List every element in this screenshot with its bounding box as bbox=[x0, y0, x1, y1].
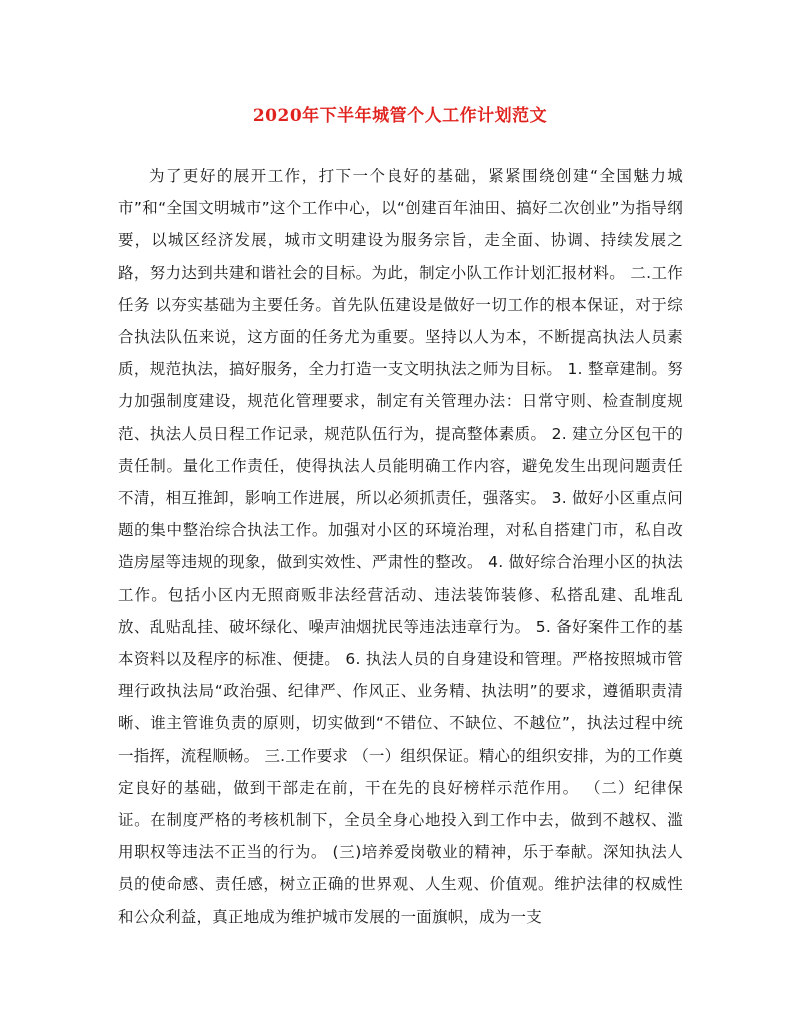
document-body-paragraph: 为了更好的展开工作，打下一个良好的基础，紧紧围绕创建“全国魅力城市”和“全国文明城市”这个工作中心，以“创建百年油田、搞好二次创业”为指导纲要，以城区经济发展，城市文明建设为服务宗旨，走全面、协调、持续发展之路，努力达到共建和谐社会的目标。为此，制定小队工作计划汇报材料。 二.工作任务 以夯实基础为主要任务。首先队伍建设是做好一切工作的根本保证，对于综合执法队伍来说，这方面的任务尤为重要。坚持以人为本，不断提高执法人员素质，规范执法，搞好服务，全力打造一支文明执法之师为目标。 1. 整章建制。努力加强制度建设，规范化管理要求，制定有关管理办法：日常守则、检查制度规范、执法人员日程工作记录，规范队伍行为，提高整体素质。 2. 建立分区包干的责任制。量化工作责任，使得执法人员能明确工作内容，避免发生出现问题责任不清，相互推卸，影响工作进展，所以必须抓责任，强落实。 3. 做好小区重点问题的集中整治综合执法工作。加强对小区的环境治理，对私自搭建门市，私自改造房屋等违规的现象，做到实效性、严肃性的整改。 4. 做好综合治理小区的执法工作。包括小区内无照商贩非法经营活动、违法装饰装修、私搭乱建、乱堆乱放、乱贴乱挂、破坏绿化、噪声油烟扰民等违法违章行为。 5. 备好案件工作的基本资料以及程序的标准、便捷。 6. 执法人员的自身建设和管理。严格按照城市管理行政执法局“政治强、纪律严、作风正、业务精、执法明”的要求，遵循职责清晰、谁主管谁负责的原则，切实做到“不错位、不缺位、不越位”，执法过程中统一指挥，流程顺畅。 三.工作要求 （一）组织保证。精心的组织安排，为的工作奠定良好的基础，做到干部走在前，干在先的良好榜样示范作用。 （二）纪律保证。在制度严格的考核机制下，全员全身心地投入到工作中去，做到不越权、滥用职权等违法不正当的行为。 (三)培养爱岗敬业的精神，乐于奉献。深知执法人员的使命感、责任感，树立正确的世界观、人生观、价值观。维护法律的权威性和公众利益，真正地成为维护城市发展的一面旗帜，成为一支 bbox=[118, 167, 683, 926]
document-title: 2020年下半年城管个人工作计划范文 bbox=[252, 106, 548, 126]
